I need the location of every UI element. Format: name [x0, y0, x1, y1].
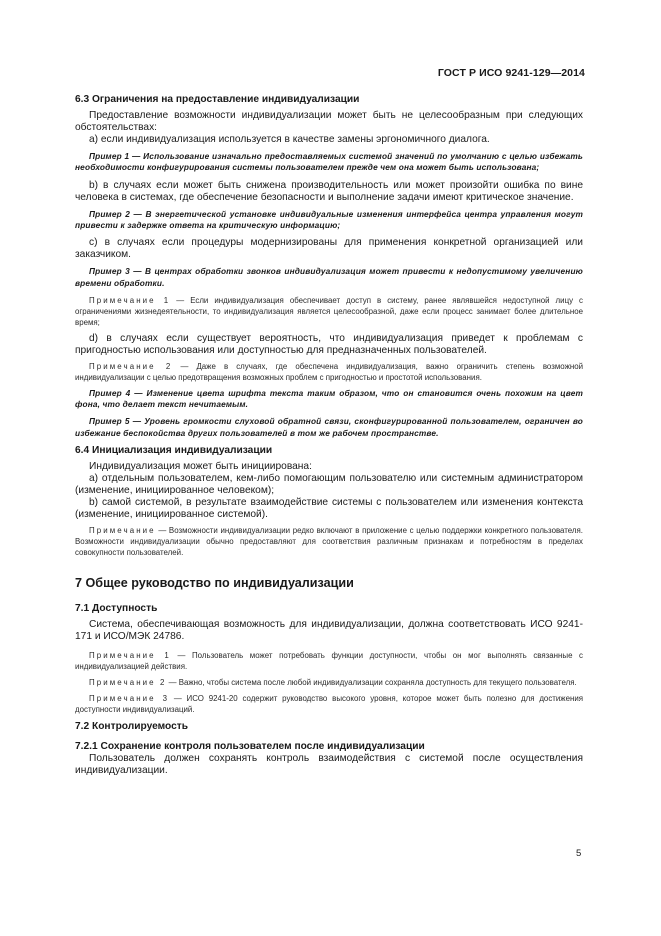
note-7-1-2 — [75, 677, 583, 688]
section-6-3-item-b: b) в случаях если может быть снижена производительность или может произойти ошибка по вине человека в системах, где обеспечение безопасности и выполнение задачи имеют критическое значение. — [75, 179, 583, 203]
note-6-3-2 — [75, 361, 583, 383]
page-number: 5 — [576, 848, 582, 859]
note-text: — ИСО 9241-20 содержит руководство высокого уровня, которое может быть полезно для достижения доступности индивидуализаций. — [75, 693, 583, 714]
section-6-3-intro: Предоставление возможности индивидуализации может быть не целесообразным при следующих обстоятельствах: — [75, 110, 583, 134]
note-label: Примечание 3 — [89, 693, 170, 703]
note-7-1-3 — [75, 693, 583, 715]
note-label: Примечание 1 — [89, 650, 171, 660]
section-6-3-heading: 6.3 Ограничения на предоставление индивидуализации — [75, 94, 360, 105]
example-2: Пример 2 — В энергетической установке индивидуальные изменения интерфейса центра управления могут привести к задержке ответа на критическую информацию; — [75, 208, 583, 231]
section-7-heading: 7 Общее руководство по индивидуализации — [75, 576, 354, 591]
section-6-3-item-d: d) в случаях если существует вероятность, что индивидуализация приведет к проблемам с пригодностью использования или доступностью для предназначенных пользователей. — [75, 332, 583, 356]
example-4: Пример 4 — Изменение цвета шрифта текста таким образом, что он становится очень похожим на цвет фона, что делает текст нечитаемым. — [75, 388, 583, 410]
example-5: Пример 5 — Уровень громкости слуховой обратной связи, сконфигурированной пользователем, ограничен во избежание беспокойства других пользователей в том же рабочем пространстве. — [75, 416, 583, 438]
note-7-1-1 — [75, 650, 583, 672]
note-text: — Если индивидуализация обеспечивает доступ в систему, ранее являвшейся недоступной лицу с ограничениями жизнедеятельности, то индивидуализация является целесообразной, даже если процесс занимает более длительное время; — [75, 295, 584, 327]
note-text: — Возможности индивидуализации редко включают в приложение с целью поддержки конкретного пользователя. Возможности индивидуализации обычно предоставляют для соответствия различным признакам и потребностям в пределах совокупности пользователей. — [75, 526, 583, 558]
note-6-4 — [75, 525, 583, 558]
section-6-4-heading: 6.4 Инициализация индивидуализации — [75, 444, 273, 456]
note-label: Примечание 2 — [89, 677, 167, 687]
note-label: Примечание — [89, 526, 156, 536]
page-content — [75, 94, 583, 777]
note-label: Примечание 2 — [89, 362, 173, 372]
section-6-3-item-a: a) если индивидуализация используется в качестве замены эргономичного диалога. — [89, 134, 490, 146]
section-7-1-heading: 7.1 Доступность — [75, 603, 158, 615]
example-1: Пример 1 — Использование изначально предоставляемых системой значений по умолчанию с целью избежать необходимости конфигурирования системы пользователем прежде чем она может быть использована; — [75, 151, 583, 173]
note-label: Примечание 1 — [89, 295, 171, 305]
section-7-1-text: Система, обеспечивающая возможность для индивидуализации, должна соответствовать ИСО 9241-171 и ИСО/МЭК 24786. — [75, 619, 583, 643]
section-6-4-intro: Индивидуализация может быть инициирована: — [89, 460, 312, 472]
section-6-3-item-c: c) в случаях если процедуры модернизированы для применения конкретной организацией или заказчиком. — [75, 237, 583, 261]
section-7-2-heading: 7.2 Контролируемость — [75, 720, 189, 732]
section-7-2-1-text: Пользователь должен сохранять контроль взаимодействия с системой после осуществления индивидуализации. — [75, 752, 583, 776]
section-6-4-item-a: a) отдельным пользователем, кем-либо помогающим пользователю или системным администратором (изменение, инициированное человеком); — [75, 472, 583, 497]
note-text: — Важно, чтобы система после любой индивидуализации сохраняла доступность для текущего пользователя. — [166, 677, 577, 687]
example-3: Пример 3 — В центрах обработки звонков индивидуализация может привести к недопустимому увеличению времени обработки. — [75, 266, 583, 288]
document-id-header: ГОСТ Р ИСО 9241-129—2014 — [437, 67, 585, 79]
section-7-2-1-heading: 7.2.1 Сохранение контроля пользователем после индивидуализации — [75, 740, 425, 752]
note-text: — Пользователь может потребовать функции доступности, чтобы он мог выполнять связанные с индивидуализацией действия. — [75, 650, 584, 671]
section-6-4-item-b: b) самой системой, в результате взаимодействие системы с пользователем или изменения контекста (изменение, инициированное системой). — [75, 497, 583, 521]
note-text: — Даже в случаях, где обеспечена индивидуализация, важно ограничить степень возможной индивидуализации с целью предотвращения возможных проблем с пригодностью и простотой использования. — [75, 362, 583, 383]
note-6-3-1 — [75, 295, 583, 328]
